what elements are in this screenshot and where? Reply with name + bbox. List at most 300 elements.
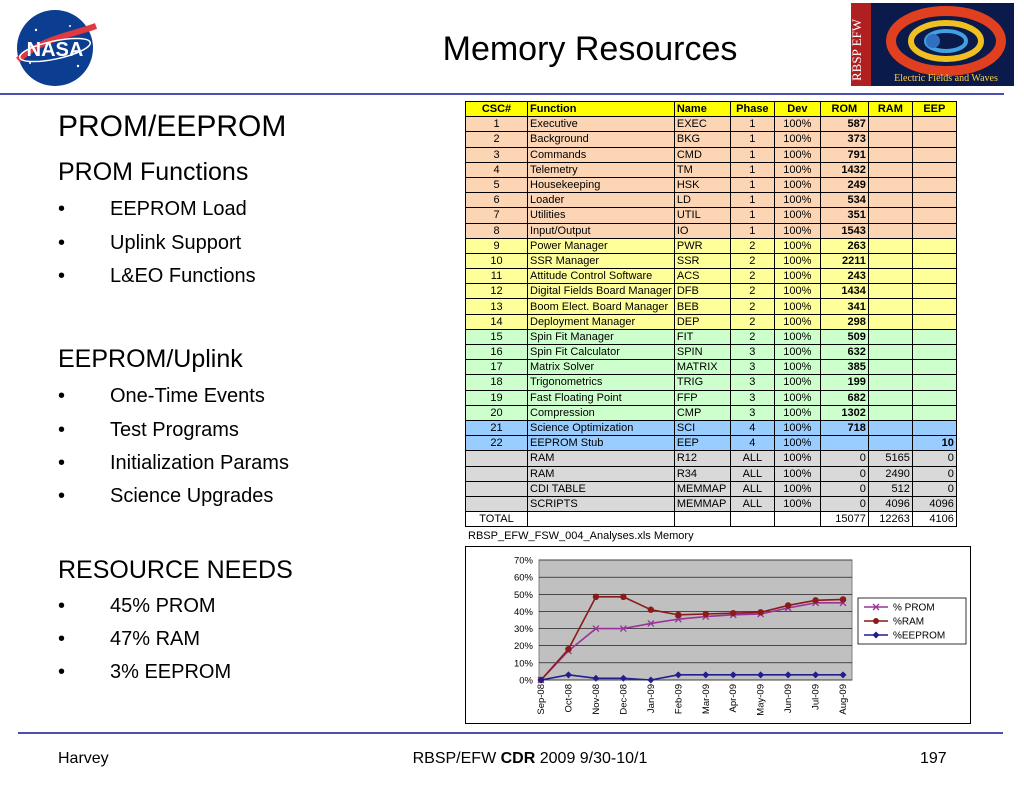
table-cell: 100% — [774, 147, 820, 162]
table-cell: 100% — [774, 405, 820, 420]
table-row — [466, 269, 957, 284]
table-cell — [868, 360, 912, 375]
table-cell — [912, 375, 956, 390]
table-cell: 512 — [868, 481, 912, 496]
table-cell — [868, 284, 912, 299]
table-cell: ACS — [674, 269, 730, 284]
table-cell: 1 — [730, 162, 774, 177]
table-cell: Compression — [528, 405, 675, 420]
x-tick-label: May-09 — [755, 684, 767, 716]
table-cell: 0 — [912, 451, 956, 466]
table-cell: 1543 — [820, 223, 868, 238]
table-cell: 3 — [730, 375, 774, 390]
table-row — [466, 420, 957, 435]
table-cell: FIT — [674, 329, 730, 344]
y-tick-label: 10% — [513, 658, 533, 670]
table-cell — [912, 177, 956, 192]
table-row — [466, 284, 957, 299]
heading-eeprom-uplink: EEPROM/Uplink — [58, 345, 243, 373]
table-cell: 2211 — [820, 253, 868, 268]
table-cell: SCI — [674, 420, 730, 435]
col-header: Dev — [774, 102, 820, 117]
table-cell: Loader — [528, 193, 675, 208]
table-cell: 100% — [774, 451, 820, 466]
table-cell — [674, 512, 730, 527]
data-point — [785, 602, 791, 608]
table-cell: 18 — [466, 375, 528, 390]
nasa-logo — [8, 8, 103, 88]
table-row — [466, 162, 957, 177]
table-cell: 0 — [820, 466, 868, 481]
table-row — [466, 481, 957, 496]
x-tick-label: Jul-09 — [810, 684, 822, 710]
table-cell: 2 — [466, 132, 528, 147]
heading-prom-eeprom: PROM/EEPROM — [58, 110, 287, 143]
table-cell — [912, 147, 956, 162]
y-tick-label: 70% — [513, 555, 533, 567]
table-cell: 100% — [774, 117, 820, 132]
table-cell: 1 — [730, 132, 774, 147]
table-cell: EXEC — [674, 117, 730, 132]
table-cell: Fast Floating Point — [528, 390, 675, 405]
table-cell: UTIL — [674, 208, 730, 223]
table-row — [466, 208, 957, 223]
table-cell: Utilities — [528, 208, 675, 223]
table-cell: 15077 — [820, 512, 868, 527]
memory-usage-chart — [465, 546, 971, 729]
table-cell — [868, 132, 912, 147]
table-cell — [466, 481, 528, 496]
table-cell — [868, 253, 912, 268]
heading-prom-functions: PROM Functions — [58, 158, 249, 186]
table-cell — [868, 314, 912, 329]
table-cell — [774, 512, 820, 527]
table-cell: BKG — [674, 132, 730, 147]
table-row — [466, 405, 957, 420]
table-cell — [868, 177, 912, 192]
y-tick-label: 40% — [513, 606, 533, 618]
table-cell: CDI TABLE — [528, 481, 675, 496]
table-cell: RAM — [528, 451, 675, 466]
table-cell: 1434 — [820, 284, 868, 299]
footer-page-number: 197 — [920, 750, 947, 767]
table-cell: 2 — [730, 253, 774, 268]
table-cell: Attitude Control Software — [528, 269, 675, 284]
table-cell: 21 — [466, 420, 528, 435]
table-cell: SPIN — [674, 345, 730, 360]
table-row — [466, 390, 957, 405]
table-cell: 4 — [730, 420, 774, 435]
table-cell — [912, 390, 956, 405]
table-cell: 3 — [730, 405, 774, 420]
table-cell: 100% — [774, 466, 820, 481]
table-cell: ALL — [730, 496, 774, 511]
x-tick-label: Nov-08 — [590, 684, 602, 715]
x-tick-label: Oct-08 — [563, 684, 575, 713]
table-cell: 243 — [820, 269, 868, 284]
table-cell: Executive — [528, 117, 675, 132]
table-cell — [912, 253, 956, 268]
table-cell: 22 — [466, 436, 528, 451]
table-cell: ALL — [730, 451, 774, 466]
x-tick-label: Feb-09 — [673, 684, 685, 715]
table-cell: Power Manager — [528, 238, 675, 253]
table-cell — [912, 299, 956, 314]
table-cell — [868, 329, 912, 344]
table-cell — [868, 299, 912, 314]
table-cell: 100% — [774, 481, 820, 496]
legend-marker — [873, 618, 879, 624]
table-source-note: RBSP_EFW_FSW_004_Analyses.xls Memory — [468, 530, 694, 542]
table-cell: 9 — [466, 238, 528, 253]
table-cell: 0 — [820, 496, 868, 511]
table-cell: 3 — [466, 147, 528, 162]
data-point — [675, 612, 681, 618]
table-cell — [912, 208, 956, 223]
data-point — [593, 594, 599, 600]
table-cell: 100% — [774, 132, 820, 147]
legend-label: %EEPROM — [893, 630, 946, 642]
table-row — [466, 177, 957, 192]
table-cell — [912, 117, 956, 132]
table-row — [466, 329, 957, 344]
header-rule — [0, 93, 1004, 95]
table-cell: 20 — [466, 405, 528, 420]
table-cell — [868, 208, 912, 223]
footer-rule — [18, 732, 1003, 734]
x-tick-label: Mar-09 — [700, 684, 712, 715]
table-cell: Science Optimization — [528, 420, 675, 435]
table-cell — [912, 360, 956, 375]
table-cell — [820, 436, 868, 451]
x-tick-label: Apr-09 — [728, 684, 740, 713]
table-cell — [868, 390, 912, 405]
table-cell: Boom Elect. Board Manager — [528, 299, 675, 314]
table-cell — [868, 375, 912, 390]
table-cell: 100% — [774, 253, 820, 268]
table-cell: Commands — [528, 147, 675, 162]
table-cell: Input/Output — [528, 223, 675, 238]
table-cell: SCRIPTS — [528, 496, 675, 511]
table-cell: 100% — [774, 299, 820, 314]
table-cell: 2 — [730, 329, 774, 344]
table-total-row — [466, 512, 957, 527]
table-row — [466, 193, 957, 208]
table-cell: MEMMAP — [674, 496, 730, 511]
table-cell: 263 — [820, 238, 868, 253]
svg-text:Electric Fields and Waves: Electric Fields and Waves — [894, 73, 998, 84]
table-cell — [912, 420, 956, 435]
table-row — [466, 360, 957, 375]
table-cell: 2 — [730, 238, 774, 253]
y-tick-label: 50% — [513, 589, 533, 601]
table-cell — [868, 420, 912, 435]
table-cell: 12 — [466, 284, 528, 299]
table-cell: 15 — [466, 329, 528, 344]
table-cell: TM — [674, 162, 730, 177]
table-cell: PWR — [674, 238, 730, 253]
table-cell: 2490 — [868, 466, 912, 481]
table-cell: 0 — [912, 466, 956, 481]
table-cell — [912, 269, 956, 284]
table-cell: 1 — [466, 117, 528, 132]
table-row — [466, 238, 957, 253]
col-header: ROM — [820, 102, 868, 117]
table-cell: 373 — [820, 132, 868, 147]
legend-label: %RAM — [893, 616, 925, 628]
table-cell: 100% — [774, 284, 820, 299]
table-cell: 3 — [730, 390, 774, 405]
page-title: Memory Resources — [442, 30, 738, 68]
table-cell: 11 — [466, 269, 528, 284]
table-cell: 100% — [774, 329, 820, 344]
table-cell: 100% — [774, 375, 820, 390]
table-cell: 6 — [466, 193, 528, 208]
table-cell: 1 — [730, 117, 774, 132]
table-cell — [868, 436, 912, 451]
table-cell: 298 — [820, 314, 868, 329]
table-cell: 8 — [466, 223, 528, 238]
table-cell: 100% — [774, 345, 820, 360]
table-cell: R12 — [674, 451, 730, 466]
data-point — [812, 597, 818, 603]
x-tick-label: Jan-09 — [645, 684, 657, 714]
table-cell: Trigonometrics — [528, 375, 675, 390]
table-cell: 14 — [466, 314, 528, 329]
table-row — [466, 345, 957, 360]
table-cell: 13 — [466, 299, 528, 314]
table-cell — [868, 147, 912, 162]
footer-author: Harvey — [58, 750, 109, 767]
table-cell: Matrix Solver — [528, 360, 675, 375]
table-row — [466, 147, 957, 162]
x-tick-label: Jun-09 — [783, 684, 795, 714]
table-cell: 351 — [820, 208, 868, 223]
table-cell: 199 — [820, 375, 868, 390]
table-cell: 100% — [774, 360, 820, 375]
table-cell: 1 — [730, 193, 774, 208]
table-cell: 100% — [774, 223, 820, 238]
table-cell: 16 — [466, 345, 528, 360]
table-cell: 1302 — [820, 405, 868, 420]
table-cell: 100% — [774, 420, 820, 435]
table-cell: Telemetry — [528, 162, 675, 177]
table-cell: 0 — [820, 451, 868, 466]
table-cell: 2 — [730, 299, 774, 314]
table-cell: 509 — [820, 329, 868, 344]
table-cell: Digital Fields Board Manager — [528, 284, 675, 299]
table-cell — [912, 314, 956, 329]
data-point — [703, 611, 709, 617]
table-row — [466, 314, 957, 329]
col-header: Phase — [730, 102, 774, 117]
table-cell: CMD — [674, 147, 730, 162]
col-header: Name — [674, 102, 730, 117]
table-cell: 5165 — [868, 451, 912, 466]
table-cell: R34 — [674, 466, 730, 481]
table-cell — [868, 223, 912, 238]
y-tick-label: 20% — [513, 641, 533, 653]
data-point — [757, 609, 763, 615]
col-header: CSC# — [466, 102, 528, 117]
table-cell — [868, 117, 912, 132]
table-cell — [912, 329, 956, 344]
table-cell: 632 — [820, 345, 868, 360]
table-cell: 2 — [730, 269, 774, 284]
table-cell: 718 — [820, 420, 868, 435]
table-cell: SSR — [674, 253, 730, 268]
table-cell: DEP — [674, 314, 730, 329]
table-cell — [912, 223, 956, 238]
table-row — [466, 375, 957, 390]
table-header-row — [466, 102, 957, 117]
legend-label: % PROM — [893, 602, 935, 614]
table-cell: 682 — [820, 390, 868, 405]
plot-area — [539, 560, 852, 680]
table-cell — [466, 466, 528, 481]
table-cell: 534 — [820, 193, 868, 208]
table-row — [466, 253, 957, 268]
table-cell: 341 — [820, 299, 868, 314]
table-cell: BEB — [674, 299, 730, 314]
x-tick-label: Aug-09 — [838, 684, 850, 715]
table-row — [466, 117, 957, 132]
table-cell: RAM — [528, 466, 675, 481]
table-cell: 4096 — [912, 496, 956, 511]
table-cell: 1 — [730, 223, 774, 238]
table-cell: 249 — [820, 177, 868, 192]
table-row — [466, 299, 957, 314]
table-cell: 100% — [774, 238, 820, 253]
table-cell: 19 — [466, 390, 528, 405]
table-cell: MATRIX — [674, 360, 730, 375]
table-row — [466, 451, 957, 466]
table-cell: 1 — [730, 147, 774, 162]
table-cell: Deployment Manager — [528, 314, 675, 329]
col-header: RAM — [868, 102, 912, 117]
x-tick-label: Sep-08 — [536, 684, 547, 715]
table-cell: 4106 — [912, 512, 956, 527]
table-cell: 100% — [774, 208, 820, 223]
data-point — [730, 610, 736, 616]
table-cell: TOTAL — [466, 512, 528, 527]
svg-text:RBSP EFW: RBSP EFW — [849, 18, 864, 81]
table-cell: 100% — [774, 436, 820, 451]
table-cell: 7 — [466, 208, 528, 223]
table-row — [466, 223, 957, 238]
table-cell: 1 — [730, 177, 774, 192]
table-cell: 4 — [730, 436, 774, 451]
table-cell: CMP — [674, 405, 730, 420]
table-cell: 2 — [730, 284, 774, 299]
data-point — [620, 594, 626, 600]
table-cell: 100% — [774, 162, 820, 177]
table-cell: 385 — [820, 360, 868, 375]
table-cell: 5 — [466, 177, 528, 192]
table-cell: 100% — [774, 177, 820, 192]
table-cell — [466, 496, 528, 511]
table-cell: 2 — [730, 314, 774, 329]
table-cell: 100% — [774, 314, 820, 329]
table-cell: Background — [528, 132, 675, 147]
y-tick-label: 30% — [513, 624, 533, 636]
table-cell: 10 — [466, 253, 528, 268]
table-cell: 0 — [912, 481, 956, 496]
x-tick-label: Dec-08 — [618, 684, 630, 715]
table-cell: MEMMAP — [674, 481, 730, 496]
memory-table — [465, 101, 957, 527]
table-cell: 10 — [912, 436, 956, 451]
table-cell — [912, 345, 956, 360]
table-cell: 791 — [820, 147, 868, 162]
table-cell: ALL — [730, 481, 774, 496]
table-cell: EEPROM Stub — [528, 436, 675, 451]
table-cell: 100% — [774, 193, 820, 208]
data-point — [648, 607, 654, 613]
table-cell — [868, 405, 912, 420]
table-cell — [912, 284, 956, 299]
table-cell — [912, 132, 956, 147]
y-tick-label: 60% — [513, 572, 533, 584]
table-cell — [528, 512, 675, 527]
table-cell: Housekeeping — [528, 177, 675, 192]
table-row — [466, 132, 957, 147]
table-cell — [912, 238, 956, 253]
footer-event: RBSP/EFW CDR 2009 9/30-10/1 — [412, 750, 648, 767]
table-cell: 100% — [774, 496, 820, 511]
table-cell: 3 — [730, 345, 774, 360]
table-row — [466, 436, 957, 451]
table-row — [466, 496, 957, 511]
data-point — [565, 646, 571, 652]
table-row — [466, 466, 957, 481]
table-cell — [912, 405, 956, 420]
table-cell — [868, 238, 912, 253]
table-cell: 12263 — [868, 512, 912, 527]
table-cell — [912, 193, 956, 208]
table-cell: DFB — [674, 284, 730, 299]
table-cell — [868, 269, 912, 284]
y-tick-label: 0% — [519, 675, 533, 687]
table-cell — [868, 162, 912, 177]
table-cell: IO — [674, 223, 730, 238]
table-cell: SSR Manager — [528, 253, 675, 268]
table-cell: 100% — [774, 390, 820, 405]
table-cell: 4096 — [868, 496, 912, 511]
rbsp-efw-logo — [851, 3, 1014, 86]
table-cell: 3 — [730, 360, 774, 375]
table-cell — [912, 162, 956, 177]
table-cell: Spin Fit Calculator — [528, 345, 675, 360]
heading-resource-needs: RESOURCE NEEDS — [58, 556, 293, 584]
data-point — [840, 596, 846, 602]
table-cell — [868, 193, 912, 208]
svg-text:NASA: NASA — [26, 39, 84, 61]
table-cell: 17 — [466, 360, 528, 375]
table-cell: 1432 — [820, 162, 868, 177]
table-cell: TRIG — [674, 375, 730, 390]
table-cell: FFP — [674, 390, 730, 405]
table-cell: 0 — [820, 481, 868, 496]
table-cell — [466, 451, 528, 466]
table-cell: 587 — [820, 117, 868, 132]
table-cell: Spin Fit Manager — [528, 329, 675, 344]
table-cell: EEP — [674, 436, 730, 451]
table-cell: ALL — [730, 466, 774, 481]
col-header: EEP — [912, 102, 956, 117]
table-cell: 100% — [774, 269, 820, 284]
table-cell — [868, 345, 912, 360]
